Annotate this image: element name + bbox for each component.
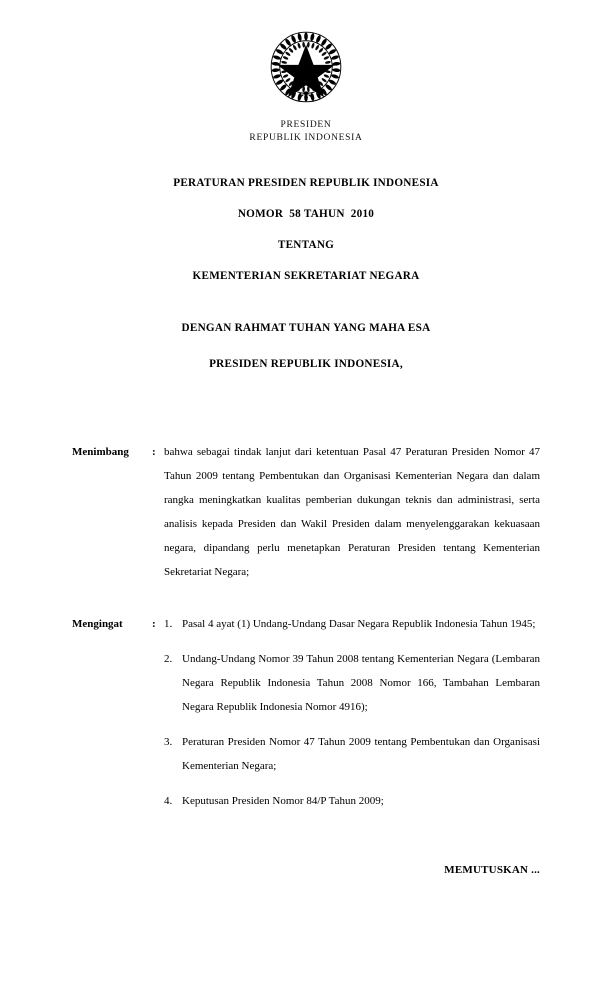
emblem-caption-line1: PRESIDEN (280, 120, 332, 130)
list-item-text: Peraturan Presiden Nomor 47 Tahun 2009 tentang Pembentukan dan Organisasi Kementerian Negara; (182, 736, 540, 772)
list-item-text: Keputusan Presiden Nomor 84/P Tahun 2009; (182, 795, 384, 807)
letterhead (0, 24, 612, 144)
title-line-number: NOMOR 58 TAHUN 2010 (237, 208, 375, 220)
emblem-caption (0, 119, 612, 144)
list-item (164, 647, 540, 719)
list-item-text: Undang-Undang Nomor 39 Tahun 2008 tentang Kementerian Negara (Lembaran Negara Republik Indonesia Tahun 2008 Nomor 166, Tambahan Lembaran Negara Republik Indonesia Nomor 4916); (182, 653, 540, 713)
title-line-subject: KEMENTERIAN SEKRETARIAT NEGARA (192, 270, 420, 282)
continuation-note: MEMUTUSKAN ... (444, 864, 540, 876)
title-line-tentang: TENTANG (277, 239, 335, 251)
list-item-marker: 2. (164, 653, 173, 665)
page-title (0, 176, 612, 283)
list-item (164, 730, 540, 778)
menimbang-section (72, 440, 540, 584)
list-item (164, 612, 540, 636)
list-item-marker: 4. (164, 795, 173, 807)
mengingat-label: Mengingat (72, 618, 123, 630)
menimbang-text: bahwa sebagai tindak lanjut dari ketentuan Pasal 47 Peraturan Presiden Nomor 47 Tahun 2009 tentang Pembentukan dan Organisasi Kementerian Negara dan dalam rangka meningkatkan kualitas pemberian dukungan teknis dan administrasi, serta analisis kepada Presiden dan Wakil Presiden dalam menyelenggarakan kekuasaan negara, dipandang perlu menetapkan Peraturan Presiden tentang Kementerian Sekretariat Negara; (164, 446, 540, 578)
emblem-caption-line2: REPUBLIK INDONESIA (249, 132, 363, 143)
list-item-text: Pasal 4 ayat (1) Undang-Undang Dasar Negara Republik Indonesia Tahun 1945; (182, 618, 536, 630)
title-line-regulation: PERATURAN PRESIDEN REPUBLIK INDONESIA (173, 177, 439, 189)
mengingat-colon: : (152, 618, 156, 630)
list-item-marker: 3. (164, 736, 173, 748)
preamble-president: PRESIDEN REPUBLIK INDONESIA, (209, 358, 403, 370)
preamble-blessing: DENGAN RAHMAT TUHAN YANG MAHA ESA (181, 322, 431, 334)
preamble-heading (0, 321, 612, 371)
mengingat-section (72, 612, 540, 813)
list-item-marker: 1. (164, 618, 173, 630)
indonesian-presidential-seal-icon (263, 24, 349, 110)
menimbang-colon: : (152, 446, 156, 458)
menimbang-label: Menimbang (72, 446, 129, 458)
list-item (164, 789, 540, 813)
mengingat-list (164, 612, 540, 813)
